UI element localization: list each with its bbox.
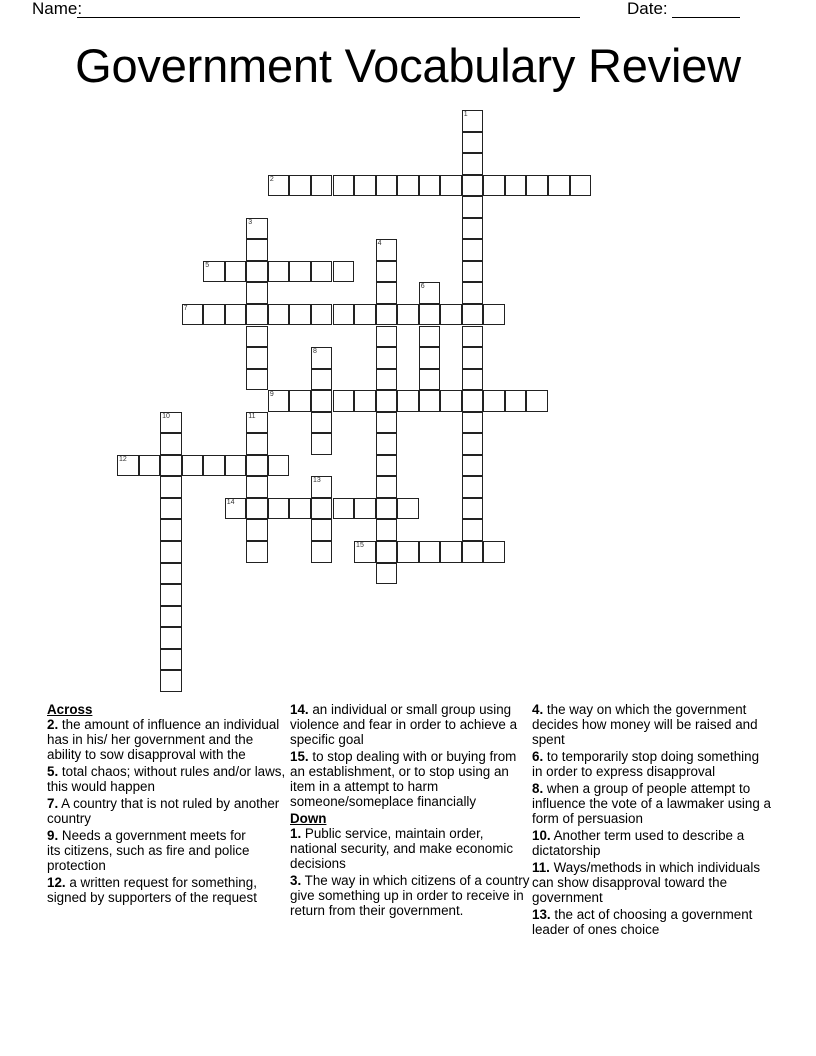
crossword-cell[interactable] [289, 390, 311, 412]
cell-number: 11 [248, 412, 256, 420]
clue-number: 15. [290, 749, 309, 764]
crossword-cell[interactable] [354, 175, 376, 197]
crossword-cell[interactable] [376, 369, 398, 391]
cell-number: 3 [248, 218, 253, 226]
clue-number: 8. [532, 781, 544, 796]
crossword-cell[interactable] [462, 476, 484, 498]
crossword-cell[interactable] [419, 326, 441, 348]
across-heading: Across [47, 702, 93, 717]
crossword-cell[interactable] [462, 369, 484, 391]
down-heading: Down [290, 811, 327, 826]
crossword-cell[interactable] [440, 390, 462, 412]
crossword-cell[interactable] [160, 476, 182, 498]
crossword-cell[interactable] [526, 390, 548, 412]
clue-down-1 [290, 826, 530, 871]
clue-text: The way in which citizens of a country give something up in order to receive in return from their government. [290, 873, 530, 918]
crossword-cell[interactable] [160, 412, 182, 434]
crossword-cell[interactable] [246, 326, 268, 348]
crossword-cell[interactable] [311, 261, 333, 283]
clues-column-2 [290, 702, 530, 920]
clue-across-14 [290, 702, 530, 747]
crossword-cell[interactable] [311, 476, 333, 498]
crossword-cell[interactable] [246, 433, 268, 455]
crossword-cell[interactable] [505, 390, 527, 412]
crossword-cell[interactable] [376, 541, 398, 563]
crossword-cell[interactable] [225, 304, 247, 326]
clue-text: to temporarily stop doing something in order to express disapproval [532, 749, 760, 779]
crossword-cell[interactable] [311, 369, 333, 391]
crossword-cell[interactable] [160, 627, 182, 649]
clue-down-6 [532, 749, 772, 779]
name-label: Name: [32, 0, 83, 18]
crossword-cell[interactable] [246, 347, 268, 369]
crossword-cell[interactable] [246, 304, 268, 326]
crossword-cell[interactable] [160, 455, 182, 477]
cell-number: 2 [269, 175, 274, 183]
crossword-cell[interactable] [160, 563, 182, 585]
clue-text: to stop dealing with or buying from an establishment, or to stop using an item in a attempt to harm someone/someplace financially [290, 749, 517, 809]
crossword-cell[interactable] [462, 282, 484, 304]
crossword-cell[interactable] [462, 304, 484, 326]
crossword-cell[interactable] [462, 455, 484, 477]
crossword-cell[interactable] [462, 153, 484, 175]
clue-down-10 [532, 828, 772, 858]
crossword-cell[interactable] [311, 175, 333, 197]
crossword-cell[interactable] [483, 304, 505, 326]
crossword-cell[interactable] [376, 412, 398, 434]
clue-number: 12. [47, 875, 66, 890]
crossword-cell[interactable] [354, 390, 376, 412]
crossword-cell[interactable] [376, 498, 398, 520]
cell-number: 4 [377, 240, 382, 248]
crossword-cell[interactable] [462, 175, 484, 197]
clue-down-4 [532, 702, 772, 747]
crossword-cell[interactable] [397, 390, 419, 412]
crossword-cell[interactable] [462, 132, 484, 154]
cell-number: 5 [205, 261, 210, 269]
crossword-cell[interactable] [203, 304, 225, 326]
crossword-cell[interactable] [462, 498, 484, 520]
crossword-cell[interactable] [289, 304, 311, 326]
crossword-cell[interactable] [246, 455, 268, 477]
crossword-cell[interactable] [160, 498, 182, 520]
crossword-cell[interactable] [483, 175, 505, 197]
crossword-cell[interactable] [462, 412, 484, 434]
page-title: Government Vocabulary Review [75, 39, 741, 92]
crossword-cell[interactable] [268, 455, 290, 477]
clue-number: 10. [532, 828, 551, 843]
crossword-cell[interactable] [246, 261, 268, 283]
crossword-cell[interactable] [225, 455, 247, 477]
crossword-cell[interactable] [311, 519, 333, 541]
crossword-cell[interactable] [160, 649, 182, 671]
crossword-cell[interactable] [311, 347, 333, 369]
cell-number: 10 [162, 412, 170, 420]
crossword-cell[interactable] [160, 519, 182, 541]
crossword-cell[interactable] [376, 326, 398, 348]
clue-number: 3. [290, 873, 302, 888]
crossword-cell[interactable] [376, 390, 398, 412]
clues-column-1 [47, 702, 287, 907]
clue-across-7 [47, 796, 287, 826]
crossword-cell[interactable] [397, 498, 419, 520]
crossword-cell[interactable] [225, 261, 247, 283]
clue-down-11 [532, 860, 772, 905]
crossword-cell[interactable] [376, 175, 398, 197]
cell-number: 1 [463, 111, 468, 118]
crossword-cell[interactable] [548, 175, 570, 197]
clue-number: 13. [532, 907, 551, 922]
crossword-cell[interactable] [462, 261, 484, 283]
crossword-cell[interactable] [354, 304, 376, 326]
crossword-cell[interactable] [311, 304, 333, 326]
clue-down-13 [532, 907, 772, 937]
crossword-cell[interactable] [333, 175, 355, 197]
crossword-cell[interactable] [268, 261, 290, 283]
clue-number: 14. [290, 702, 309, 717]
crossword-cell[interactable] [462, 519, 484, 541]
cell-number: 6 [420, 283, 425, 291]
cell-number: 8 [312, 348, 317, 356]
clue-text: a written request for something, signed by supporters of the request [47, 875, 257, 905]
cell-number: 9 [269, 391, 274, 399]
crossword-cell[interactable] [376, 239, 398, 261]
crossword-cell[interactable] [311, 498, 333, 520]
crossword-cell[interactable] [333, 390, 355, 412]
clue-number: 2. [47, 717, 59, 732]
crossword-cell[interactable] [505, 175, 527, 197]
crossword-cell[interactable] [462, 433, 484, 455]
crossword-cell[interactable] [462, 239, 484, 261]
crossword-cell[interactable] [419, 369, 441, 391]
crossword-cell[interactable] [246, 239, 268, 261]
crossword-cell[interactable] [246, 498, 268, 520]
clue-text: Needs a government meets for its citizens, such as fire and police protection [47, 828, 250, 873]
crossword-cell[interactable] [203, 455, 225, 477]
clue-text: Public service, maintain order, national security, and make economic decisions [290, 826, 514, 871]
cell-number: 7 [183, 304, 188, 312]
clue-number: 9. [47, 828, 59, 843]
crossword-cell[interactable] [462, 196, 484, 218]
crossword-cell[interactable] [376, 282, 398, 304]
clue-text: an individual or small group using violence and fear in order to achieve a specific goal [290, 702, 518, 747]
crossword-cell[interactable] [182, 455, 204, 477]
crossword-cell[interactable] [462, 326, 484, 348]
clue-text: Another term used to describe a dictatorship [532, 828, 745, 858]
clue-text: the way on which the government decides how money will be raised and spent [532, 702, 758, 747]
crossword-cell[interactable] [570, 175, 592, 197]
crossword-cell[interactable] [419, 541, 441, 563]
clue-across-5 [47, 764, 287, 794]
crossword-cell[interactable] [354, 541, 376, 563]
crossword-cell[interactable] [376, 519, 398, 541]
crossword-cell[interactable] [526, 175, 548, 197]
clue-across-15 [290, 749, 530, 809]
crossword-cell[interactable] [376, 455, 398, 477]
cell-number: 15 [356, 542, 364, 549]
crossword-cell[interactable] [160, 433, 182, 455]
cell-number: 12 [119, 455, 127, 463]
clue-number: 1. [290, 826, 302, 841]
crossword-cell[interactable] [117, 455, 139, 477]
clue-text: the act of choosing a government leader of ones choice [532, 907, 753, 937]
clue-number: 11. [532, 860, 550, 875]
crossword-cell[interactable] [139, 455, 161, 477]
crossword-cell[interactable] [311, 412, 333, 434]
clue-number: 6. [532, 749, 544, 764]
crossword-cell[interactable] [246, 218, 268, 240]
crossword-cell[interactable] [419, 282, 441, 304]
clue-down-3 [290, 873, 530, 918]
crossword-cell[interactable] [160, 541, 182, 563]
crossword-cell[interactable] [462, 541, 484, 563]
clue-number: 7. [47, 796, 59, 811]
crossword-cell[interactable] [419, 175, 441, 197]
crossword-cell[interactable] [483, 541, 505, 563]
crossword-cell[interactable] [462, 110, 484, 132]
clue-text: the amount of influence an individual has in his/ her government and the ability to sow disapproval with the [47, 717, 280, 762]
cell-number: 13 [312, 477, 321, 485]
crossword-cell[interactable] [376, 261, 398, 283]
crossword-cell[interactable] [333, 498, 355, 520]
crossword-cell[interactable] [268, 498, 290, 520]
crossword-cell[interactable] [203, 261, 225, 283]
crossword-cell[interactable] [160, 606, 182, 628]
clue-across-2 [47, 717, 287, 762]
clue-number: 5. [47, 764, 59, 779]
crossword-cell[interactable] [289, 175, 311, 197]
crossword-cell[interactable] [182, 304, 204, 326]
crossword-cell[interactable] [333, 261, 355, 283]
crossword-cell[interactable] [246, 282, 268, 304]
crossword-cell[interactable] [160, 670, 182, 692]
crossword-cell[interactable] [246, 519, 268, 541]
crossword-cell[interactable] [419, 390, 441, 412]
crossword-cell[interactable] [246, 541, 268, 563]
crossword-cell[interactable] [397, 175, 419, 197]
clues-column-3 [532, 702, 772, 939]
clue-text: total chaos; without rules and/or laws, this would happen [47, 764, 286, 794]
crossword-cell[interactable] [246, 369, 268, 391]
crossword-cell[interactable] [289, 498, 311, 520]
clue-text: A country that is not ruled by another country [47, 796, 280, 826]
crossword-cell[interactable] [397, 304, 419, 326]
crossword-cell[interactable] [246, 412, 268, 434]
crossword-cell[interactable] [419, 304, 441, 326]
crossword-cell[interactable] [376, 433, 398, 455]
clue-number: 4. [532, 702, 544, 717]
crossword-cell[interactable] [289, 261, 311, 283]
crossword-cell[interactable] [440, 175, 462, 197]
crossword-cell[interactable] [354, 498, 376, 520]
crossword-cell[interactable] [311, 433, 333, 455]
crossword-cell[interactable] [268, 175, 290, 197]
crossword-cell[interactable] [246, 476, 268, 498]
crossword-cell[interactable] [397, 541, 419, 563]
clue-text: Ways/methods in which individuals can show disapproval toward the government [532, 860, 761, 905]
crossword-cell[interactable] [160, 584, 182, 606]
crossword-cell[interactable] [376, 476, 398, 498]
crossword-cell[interactable] [376, 304, 398, 326]
crossword-cell[interactable] [462, 347, 484, 369]
crossword-cell[interactable] [333, 304, 355, 326]
clue-across-12 [47, 875, 287, 905]
date-label: Date: [627, 0, 668, 18]
clue-down-8 [532, 781, 772, 826]
crossword-cell[interactable] [311, 541, 333, 563]
crossword-cell[interactable] [483, 390, 505, 412]
crossword-cell[interactable] [462, 218, 484, 240]
clue-text: when a group of people attempt to influence the vote of a lawmaker using a form of persuasion [532, 781, 771, 826]
crossword-cell[interactable] [440, 541, 462, 563]
crossword-cell[interactable] [268, 304, 290, 326]
crossword-cell[interactable] [419, 347, 441, 369]
crossword-cell[interactable] [376, 563, 398, 585]
cell-number: 14 [226, 498, 235, 506]
crossword-cell[interactable] [225, 498, 247, 520]
crossword-cell[interactable] [440, 304, 462, 326]
crossword-cell[interactable] [376, 347, 398, 369]
clue-across-9 [47, 828, 259, 873]
crossword-cell[interactable] [268, 390, 290, 412]
crossword-cell[interactable] [462, 390, 484, 412]
crossword-cell[interactable] [311, 390, 333, 412]
